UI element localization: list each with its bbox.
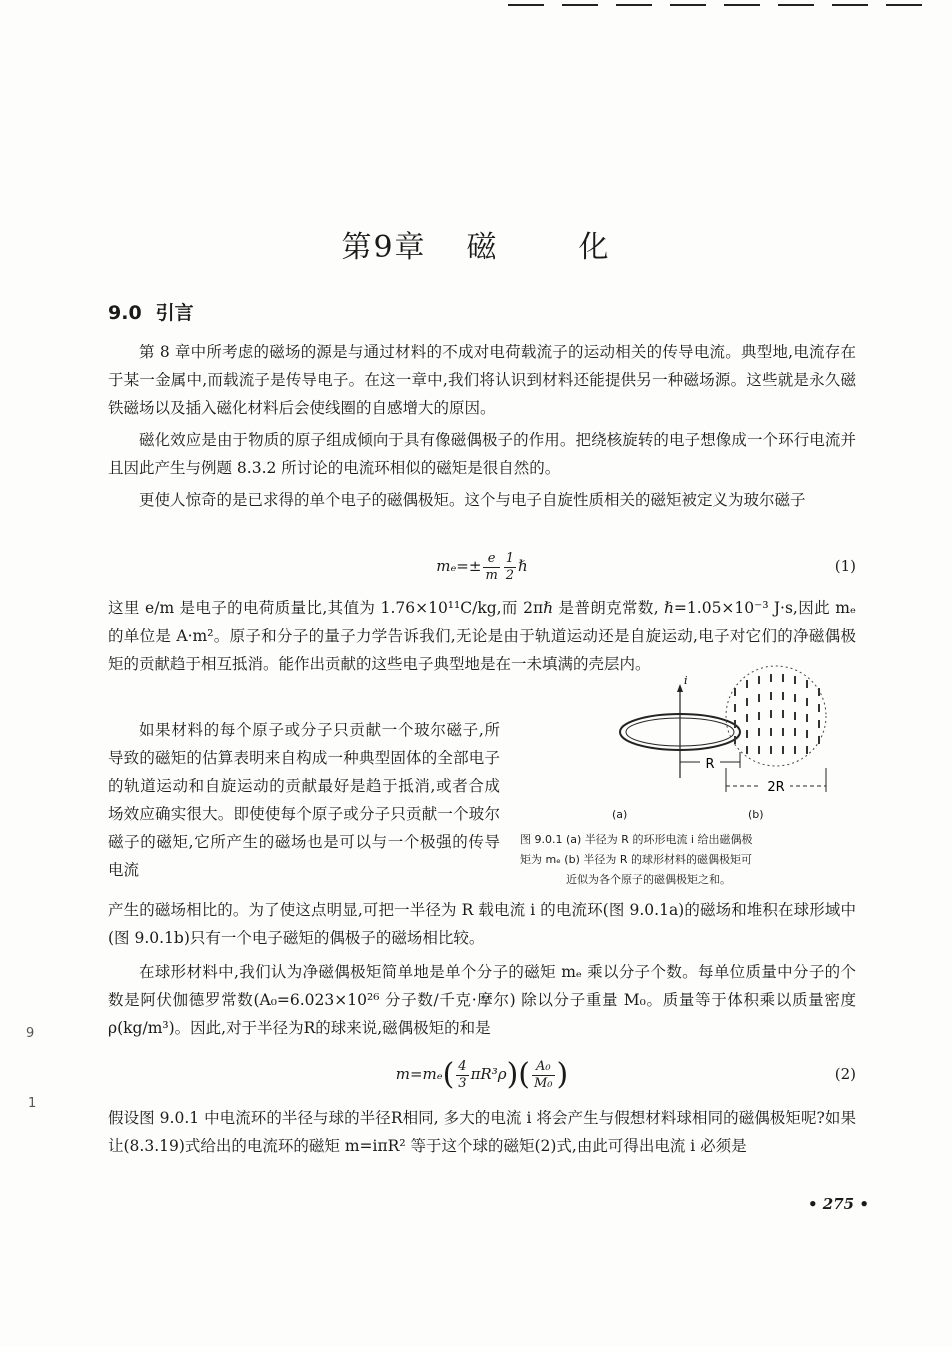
equation-2: m=mₑ( $\frac{4}{3}$ πR³ρ)( $\frac{\text{A₀}}{\text{M₀}}$ ) (2) bbox=[108, 1050, 856, 1098]
caption-line-2: 矩为 mₑ (b) 半径为 R 的球形材料的磁偶极矩可 bbox=[520, 853, 752, 866]
caption-line-3: 近似为各个原子的磁偶极矩之和。 bbox=[566, 873, 731, 886]
section-title: 引言 bbox=[155, 302, 194, 324]
chapter-title bbox=[0, 222, 952, 266]
dim-label-2r: 2R bbox=[767, 780, 785, 795]
figure-drawing bbox=[520, 658, 860, 808]
header-rule bbox=[832, 4, 868, 6]
margin-mark: 9 bbox=[26, 1026, 35, 1041]
chapter-word-1: 磁 bbox=[466, 230, 499, 265]
equation-2-label: (2) bbox=[834, 1065, 856, 1083]
section-number: 9.0 bbox=[108, 302, 142, 324]
dipole-array bbox=[734, 674, 820, 754]
header-rule bbox=[616, 4, 652, 6]
paragraph-5-continued: 产生的磁场相比的。为了使这点明显,可把一半径为 R 载电流 i 的电流环(图 9.0.1a)的磁场和堆积在球形域中(图 9.0.1b)只有一个电子磁矩的偶极子的磁场相比较。 bbox=[108, 901, 856, 947]
figure-caption bbox=[520, 830, 860, 890]
dim-label-r: R bbox=[705, 757, 715, 772]
header-rule bbox=[778, 4, 814, 6]
sphere-outline bbox=[726, 666, 826, 766]
paragraph-6: 在球形材料中,我们认为净磁偶极矩简单地是单个分子的磁矩 mₑ 乘以分子个数。每单位质量中分子的个数是阿伏伽德罗常数(A₀=6.023×10²⁶ 分子数/千克·摩尔) 除以分子重量 M₀。质量等于体积乘以质量密度 ρ(kg/m³)。因此,对于半径为R的球来说,磁偶极矩的和是 bbox=[108, 963, 856, 1037]
header-rule bbox=[562, 4, 598, 6]
equation-1: mₑ=± $\frac{e}{m}$ $\frac{1}{2}$ ℏ (1) bbox=[108, 542, 856, 590]
paragraph-7: 假设图 9.0.1 中电流环的半径与球的半径R相同, 多大的电流 i 将会产生与假想材料球相同的磁偶极矩呢?如果让(8.3.19)式给出的电流环的磁矩 m=iπR² 等于这个球的磁矩(2)式,由此可得出电流 i 必须是 bbox=[108, 1109, 856, 1155]
paragraph-1: 第 8 章中所考虑的磁场的源是与通过材料的不成对电荷载流子的运动相关的传导电流。典型地,电流存在于某一金属中,而载流子是传导电子。在这一章中,我们将认识到材料还能提供另一种磁场源。这些就是永久磁铁磁场以及插入磁化材料后会使线圈的自感增大的原因。 bbox=[108, 343, 856, 417]
header-rule bbox=[670, 4, 706, 6]
caption-line-1: 图 9.0.1 (a) 半径为 R 的环形电流 i 给出磁偶极 bbox=[520, 833, 753, 846]
figure-label-a: (a) bbox=[612, 808, 628, 821]
chapter-number: 第9章 bbox=[341, 230, 427, 265]
figure-9-0-1 bbox=[520, 658, 860, 894]
equation-1-label: (1) bbox=[834, 557, 856, 575]
chapter-word-2: 化 bbox=[578, 230, 611, 265]
current-label: i bbox=[684, 674, 688, 687]
margin-mark: 1 bbox=[28, 1096, 37, 1111]
header-rule bbox=[724, 4, 760, 6]
section-heading bbox=[108, 298, 194, 325]
paragraph-4: 这里 e/m 是电子的电荷质量比,其值为 1.76×10¹¹C/kg,而 2πℏ 是普朗克常数, ℏ=1.05×10⁻³ J·s,因此 mₑ 的单位是 A·m²。原子和分子的量子力学告诉我们,无论是由于轨道运动还是自旋运动,电子对它们的净磁偶极矩的贡献趋于相互抵消。能作出贡献的这些电子典型地是在一未填满的壳层内。 bbox=[108, 599, 856, 673]
paragraph-3: 更使人惊奇的是已求得的单个电子的磁偶极矩。这个与电子自旋性质相关的磁矩被定义为玻尔磁子 bbox=[139, 491, 806, 509]
page-number: • 275 • bbox=[808, 1195, 869, 1213]
header-rule bbox=[508, 4, 544, 6]
paragraph-5: 如果材料的每个原子或分子只贡献一个玻尔磁子,所导致的磁矩的估算表明来自构成一种典型固体的全部电子的轨道运动和自旋运动的贡献最好是趋于抵消,或者合成场效应确实很大。即使使每个原子或分子只贡献一个玻尔磁子的磁矩,它所产生的磁场也是可以与一个极强的传导电流 bbox=[108, 721, 500, 879]
figure-label-b: (b) bbox=[748, 808, 764, 821]
paragraph-2: 磁化效应是由于物质的原子组成倾向于具有像磁偶极子的作用。把绕核旋转的电子想像成一个环行电流并且因此产生与例题 8.3.2 所讨论的电流环相似的磁矩是很自然的。 bbox=[108, 431, 856, 477]
header-rule bbox=[886, 4, 922, 6]
current-arrow-icon bbox=[677, 684, 683, 692]
